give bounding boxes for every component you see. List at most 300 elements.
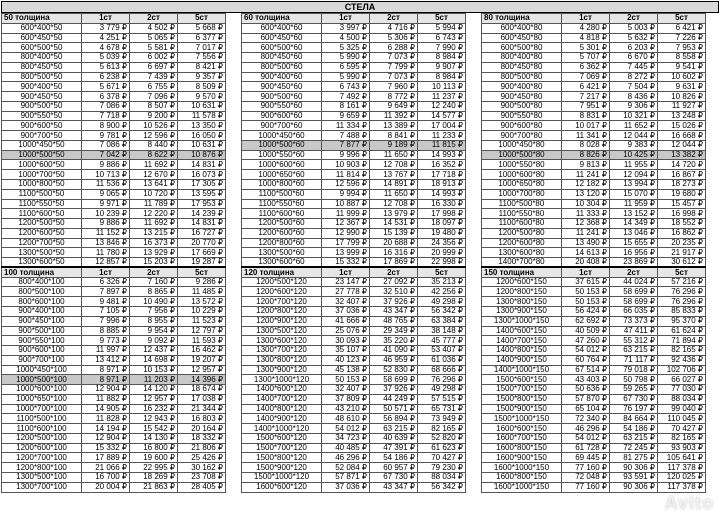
price-cell: 9 907 ₽: [418, 62, 466, 72]
price-cell: 57 216 ₽: [658, 277, 706, 287]
size-cell: 1200*600*80: [482, 238, 562, 248]
price-cell: 52 830 ₽: [370, 365, 418, 375]
price-cell: 4 818 ₽: [562, 33, 610, 43]
size-cell: 900*550*80: [482, 111, 562, 121]
price-cell: 11 241 ₽: [562, 228, 610, 238]
table-row: [2, 453, 226, 463]
price-cell: 61 036 ₽: [418, 355, 466, 365]
size-cell: 900*700*80: [482, 131, 562, 141]
price-cell: 10 720 ₽: [130, 189, 178, 199]
price-cell: 19 480 ₽: [418, 228, 466, 238]
price-cell: 93 903 ₽: [658, 443, 706, 453]
table-row: [482, 33, 706, 43]
column-header-c2: 2ст: [610, 14, 658, 24]
price-cell: 5 990 ₽: [322, 53, 370, 63]
price-cell: 14 993 ₽: [418, 150, 466, 160]
size-cell: 1600*600*120: [242, 482, 322, 492]
price-cell: 15 542 ₽: [130, 424, 178, 434]
size-cell: 1400*800*120: [242, 404, 322, 414]
price-cell: 16 800 ₽: [130, 443, 178, 453]
price-cell: 7 877 ₽: [322, 140, 370, 150]
price-cell: 6 595 ₽: [322, 62, 370, 72]
table-row: [2, 365, 226, 375]
price-cell: 12 437 ₽: [130, 346, 178, 356]
price-cell: 54 012 ₽: [562, 433, 610, 443]
price-cell: 11 392 ₽: [370, 111, 418, 121]
section-header-row: [482, 267, 706, 277]
table-row: [482, 160, 706, 170]
price-cell: 10 631 ₽: [178, 140, 226, 150]
price-cell: 25 426 ₽: [178, 453, 226, 463]
price-cell: 43 210 ₽: [322, 404, 370, 414]
price-cell: 61 728 ₽: [562, 443, 610, 453]
price-cell: 15 139 ₽: [370, 228, 418, 238]
section-header-row: [2, 14, 226, 24]
table-row: [242, 199, 466, 209]
column-header-c3: 5ст: [418, 267, 466, 277]
price-block-1: [1, 13, 226, 493]
size-cell: 1100*550*60: [242, 199, 322, 209]
size-cell: 1000*650*100: [2, 394, 82, 404]
price-cell: 5 671 ₽: [82, 82, 130, 92]
price-cell: 11 241 ₽: [562, 170, 610, 180]
price-cell: 10 239 ₽: [82, 209, 130, 219]
table-row: [2, 121, 226, 131]
table-row: [242, 180, 466, 190]
price-cell: 14 577 ₽: [418, 111, 466, 121]
price-cell: 19 600 ₽: [130, 453, 178, 463]
price-cell: 13 979 ₽: [370, 209, 418, 219]
price-cell: 29 349 ₽: [370, 326, 418, 336]
price-cell: 16 700 ₽: [82, 472, 130, 482]
price-cell: 7 951 ₽: [562, 101, 610, 111]
price-cell: 15 203 ₽: [130, 258, 178, 268]
price-cell: 79 018 ₽: [610, 365, 658, 375]
price-cell: 16 803 ₽: [178, 414, 226, 424]
table-row: [242, 297, 466, 307]
price-cell: 11 203 ₽: [130, 375, 178, 385]
price-cell: 6 362 ₽: [562, 62, 610, 72]
table-row: [242, 433, 466, 443]
price-cell: 102 706 ₽: [658, 365, 706, 375]
size-cell: 1200*700*120: [242, 297, 322, 307]
table-row: [2, 472, 226, 482]
price-cell: 76 296 ₽: [658, 287, 706, 297]
price-cell: 10 153 ₽: [130, 365, 178, 375]
table-row: [2, 82, 226, 92]
price-cell: 77 160 ₽: [562, 482, 610, 492]
size-cell: 1000*450*80: [482, 140, 562, 150]
price-cell: 14 349 ₽: [610, 219, 658, 229]
size-cell: 1600*800*150: [482, 472, 562, 482]
price-cell: 8 971 ₽: [82, 365, 130, 375]
price-cell: 35 220 ₽: [370, 336, 418, 346]
table-row: [2, 43, 226, 53]
table-row: [242, 53, 466, 63]
table-row: [482, 482, 706, 492]
table-row: [242, 306, 466, 316]
size-cell: 1400*900*150: [482, 355, 562, 365]
price-cell: 50 153 ₽: [562, 297, 610, 307]
price-cell: 6 288 ₽: [370, 43, 418, 53]
price-cell: 13 248 ₽: [658, 111, 706, 121]
table-row: [2, 326, 226, 336]
table-row: [242, 111, 466, 121]
table-row: [242, 219, 466, 229]
table-row: [242, 92, 466, 102]
price-cell: 44 249 ₽: [370, 394, 418, 404]
size-cell: 800*500*100: [2, 287, 82, 297]
table-row: [242, 140, 466, 150]
price-cell: 43 347 ₽: [370, 306, 418, 316]
size-cell: 1000*450*60: [242, 131, 322, 141]
price-cell: 63 384 ₽: [418, 316, 466, 326]
price-cell: 9 773 ₽: [82, 336, 130, 346]
price-cell: 16 316 ₽: [370, 248, 418, 258]
price-cell: 47 411 ₽: [610, 326, 658, 336]
price-cell: 17 718 ₽: [418, 170, 466, 180]
table-row: [482, 92, 706, 102]
price-cell: 32 407 ₽: [322, 297, 370, 307]
size-cell: 1500*800*120: [242, 453, 322, 463]
price-cell: 7 445 ₽: [610, 62, 658, 72]
price-cell: 23 708 ₽: [178, 472, 226, 482]
price-cell: 10 826 ₽: [658, 92, 706, 102]
price-cell: 71 117 ₽: [610, 355, 658, 365]
price-cell: 82 165 ₽: [658, 346, 706, 356]
price-cell: 5 306 ₽: [370, 33, 418, 43]
price-cell: 8 622 ₽: [130, 150, 178, 160]
price-cell: 14 698 ₽: [130, 355, 178, 365]
size-cell: 1600*900*150: [482, 453, 562, 463]
size-cell: 900*450*100: [2, 316, 82, 326]
price-cell: 15 332 ₽: [322, 258, 370, 268]
price-cell: 11 152 ₽: [82, 228, 130, 238]
price-cell: 45 777 ₽: [418, 336, 466, 346]
price-cell: 70 427 ₽: [418, 453, 466, 463]
table-row: [482, 82, 706, 92]
price-cell: 5 325 ₽: [322, 43, 370, 53]
size-cell: 800*400*100: [2, 277, 82, 287]
price-cell: 17 998 ₽: [418, 209, 466, 219]
size-cell: 800*500*80: [482, 72, 562, 82]
table-row: [242, 316, 466, 326]
column-header-c2: 2ст: [130, 267, 178, 277]
price-cell: 14 531 ₽: [370, 219, 418, 229]
price-cell: 6 743 ₽: [322, 82, 370, 92]
price-cell: 9 886 ₽: [82, 219, 130, 229]
price-cell: 13 846 ₽: [82, 238, 130, 248]
size-cell: 800*500*60: [242, 62, 322, 72]
size-cell: 1200*500*120: [242, 277, 322, 287]
price-cell: 76 197 ₽: [610, 404, 658, 414]
price-cell: 5 613 ₽: [82, 62, 130, 72]
table-row: [242, 394, 466, 404]
price-cell: 9 994 ₽: [322, 189, 370, 199]
size-cell: 1100*600*50: [2, 209, 82, 219]
price-cell: 13 595 ₽: [178, 189, 226, 199]
price-cell: 55 312 ₽: [610, 336, 658, 346]
size-cell: 900*700*60: [242, 121, 322, 131]
price-cell: 8 161 ₽: [322, 101, 370, 111]
price-cell: 9 659 ₽: [322, 111, 370, 121]
column-header-c1: 1ст: [82, 267, 130, 277]
size-cell: 900*450*60: [242, 82, 322, 92]
size-cell: 1000*550*60: [242, 150, 322, 160]
price-cell: 30 093 ₽: [322, 336, 370, 346]
table-row: [242, 424, 466, 434]
price-cell: 5 994 ₽: [418, 23, 466, 33]
price-cell: 40 485 ₽: [322, 443, 370, 453]
size-cell: 1600*1000*150: [482, 482, 562, 492]
price-cell: 10 631 ₽: [178, 101, 226, 111]
price-cell: 7 160 ₽: [130, 277, 178, 287]
price-cell: 9 541 ₽: [658, 62, 706, 72]
table-row: [242, 336, 466, 346]
price-cell: 9 996 ₽: [322, 150, 370, 160]
price-cell: 14 891 ₽: [370, 180, 418, 190]
size-cell: 1100*600*60: [242, 209, 322, 219]
section-label: 50 толщина: [2, 14, 82, 24]
size-cell: 1000*550*80: [482, 160, 562, 170]
price-cell: 90 306 ₽: [610, 463, 658, 473]
price-cell: 18 674 ₽: [178, 385, 226, 395]
size-cell: 1000*500*60: [242, 140, 322, 150]
price-cell: 14 831 ₽: [178, 160, 226, 170]
price-cell: 6 421 ₽: [562, 82, 610, 92]
price-cell: 14 130 ₽: [130, 433, 178, 443]
column-header-c3: 5ст: [178, 14, 226, 24]
price-cell: 90 306 ₽: [610, 482, 658, 492]
size-cell: 1000*450*100: [2, 365, 82, 375]
size-cell: 1300*500*60: [242, 248, 322, 258]
table-row: [482, 297, 706, 307]
size-cell: 600*500*80: [482, 43, 562, 53]
price-cell: 12 182 ₽: [562, 180, 610, 190]
table-row: [2, 53, 226, 63]
price-cell: 10 903 ₽: [322, 160, 370, 170]
table-row: [242, 72, 466, 82]
price-cell: 17 038 ₽: [178, 394, 226, 404]
price-cell: 57 870 ₽: [562, 394, 610, 404]
table-row: [242, 160, 466, 170]
table-row: [482, 375, 706, 385]
price-cell: 95 370 ₽: [658, 316, 706, 326]
price-cell: 32 510 ₽: [370, 287, 418, 297]
table-row: [482, 306, 706, 316]
price-cell: 20 235 ₽: [658, 238, 706, 248]
price-cell: 10 304 ₽: [562, 199, 610, 209]
table-row: [2, 258, 226, 268]
price-cell: 16 352 ₽: [418, 160, 466, 170]
size-cell: 1100*500*50: [2, 189, 82, 199]
size-cell: 1200*700*50: [2, 238, 82, 248]
price-cell: 6 670 ₽: [610, 53, 658, 63]
price-cell: 77 030 ₽: [658, 385, 706, 395]
table-row: [482, 346, 706, 356]
size-cell: 1300*600*120: [242, 336, 322, 346]
size-cell: 800*400*50: [2, 53, 82, 63]
price-cell: 73 949 ₽: [418, 414, 466, 424]
table-row: [2, 433, 226, 443]
table-row: [2, 189, 226, 199]
price-cell: 49 298 ₽: [418, 385, 466, 395]
section-label: 150 толщина: [482, 267, 562, 277]
price-cell: 40 509 ₽: [562, 326, 610, 336]
table-row: [482, 140, 706, 150]
price-cell: 7 996 ₽: [82, 316, 130, 326]
price-cell: 12 670 ₽: [130, 170, 178, 180]
size-cell: 1000*800*50: [2, 180, 82, 190]
price-cell: 3 779 ₽: [82, 23, 130, 33]
size-cell: 1600*1000*150: [482, 463, 562, 473]
price-cell: 14 120 ₽: [130, 385, 178, 395]
price-cell: 11 334 ₽: [322, 121, 370, 131]
price-cell: 13 490 ₽: [562, 238, 610, 248]
price-cell: 7 897 ₽: [82, 287, 130, 297]
price-cell: 7 956 ₽: [130, 306, 178, 316]
size-cell: 900*500*100: [2, 326, 82, 336]
price-cell: 58 699 ₽: [370, 375, 418, 385]
size-cell: 600*500*60: [242, 43, 322, 53]
price-cell: 62 692 ₽: [562, 316, 610, 326]
table-row: [2, 23, 226, 33]
size-cell: 1200*500*50: [2, 219, 82, 229]
size-cell: 900*400*80: [482, 82, 562, 92]
size-cell: 600*400*50: [2, 23, 82, 33]
size-cell: 1300*900*120: [242, 365, 322, 375]
price-cell: 66 027 ₽: [658, 375, 706, 385]
price-cell: 40 639 ₽: [370, 433, 418, 443]
size-cell: 1600*600*150: [482, 424, 562, 434]
size-cell: 800*450*50: [2, 62, 82, 72]
price-cell: 76 296 ₽: [658, 297, 706, 307]
size-cell: 1500*800*150: [482, 394, 562, 404]
price-cell: 15 457 ₽: [658, 199, 706, 209]
price-cell: 20 408 ₽: [562, 258, 610, 268]
price-cell: 27 778 ₽: [322, 287, 370, 297]
price-cell: 11 789 ₽: [130, 199, 178, 209]
column-header-c1: 1ст: [322, 14, 370, 24]
table-row: [482, 394, 706, 404]
price-cell: 8 826 ₽: [562, 150, 610, 160]
price-cell: 18 273 ₽: [658, 180, 706, 190]
price-cell: 15 026 ₽: [658, 121, 706, 131]
table-row: [482, 228, 706, 238]
price-cell: 10 321 ₽: [610, 111, 658, 121]
price-cell: 12 857 ₽: [82, 258, 130, 268]
price-cell: 30 612 ₽: [658, 258, 706, 268]
price-cell: 16 862 ₽: [658, 228, 706, 238]
price-cell: 37 036 ₽: [322, 306, 370, 316]
price-cell: 50 571 ₽: [370, 404, 418, 414]
table-row: [482, 365, 706, 375]
price-cell: 12 044 ₽: [658, 140, 706, 150]
price-cell: 57 515 ₽: [418, 394, 466, 404]
size-cell: 1200*900*120: [242, 316, 322, 326]
price-cell: 12 596 ₽: [322, 180, 370, 190]
price-cell: 13 215 ₽: [130, 228, 178, 238]
price-cell: 43 403 ₽: [562, 375, 610, 385]
price-cell: 8 772 ₽: [370, 92, 418, 102]
price-cell: 40 123 ₽: [322, 355, 370, 365]
price-cell: 16 373 ₽: [130, 238, 178, 248]
price-cell: 7 086 ₽: [82, 140, 130, 150]
price-cell: 5 065 ₽: [130, 33, 178, 43]
price-cell: 10 526 ₽: [130, 121, 178, 131]
price-cell: 72 048 ₽: [562, 472, 610, 482]
table-row: [242, 33, 466, 43]
size-cell: 1100*500*60: [242, 189, 322, 199]
price-cell: 14 831 ₽: [178, 219, 226, 229]
price-cell: 10 887 ₽: [322, 199, 370, 209]
size-cell: 1200*800*150: [482, 287, 562, 297]
size-cell: 1400*600*150: [482, 326, 562, 336]
table-row: [2, 72, 226, 82]
price-cell: 18 097 ₽: [418, 219, 466, 229]
size-cell: 1000*700*80: [482, 189, 562, 199]
size-cell: 1300*600*50: [2, 258, 82, 268]
price-block-3: [481, 13, 706, 493]
table-row: [482, 101, 706, 111]
price-cell: 12 044 ₽: [610, 131, 658, 141]
table-row: [242, 365, 466, 375]
price-cell: 105 641 ₽: [658, 453, 706, 463]
table-row: [482, 180, 706, 190]
table-row: [482, 287, 706, 297]
price-cell: 59 265 ₽: [610, 385, 658, 395]
price-cell: 81 275 ₽: [610, 453, 658, 463]
price-cell: 9 954 ₽: [130, 326, 178, 336]
price-cell: 12 957 ₽: [130, 394, 178, 404]
price-cell: 117 378 ₽: [658, 463, 706, 473]
price-cell: 13 350 ₽: [178, 121, 226, 131]
price-cell: 46 296 ₽: [322, 453, 370, 463]
size-cell: 1000*450*50: [2, 140, 82, 150]
price-cell: 50 798 ₽: [610, 375, 658, 385]
price-cell: 38 148 ₽: [418, 326, 466, 336]
price-cell: 16 330 ₽: [418, 199, 466, 209]
price-cell: 12 943 ₽: [130, 414, 178, 424]
size-cell: 800*400*80: [482, 53, 562, 63]
sheet-title: СТЕЛА: [1, 1, 719, 13]
price-block-2: [241, 13, 466, 493]
table-row: [2, 111, 226, 121]
size-cell: 1500*900*150: [482, 404, 562, 414]
table-row: [482, 258, 706, 268]
price-cell: 50 153 ₽: [322, 375, 370, 385]
price-cell: 14 993 ₽: [418, 189, 466, 199]
price-cell: 4 500 ₽: [322, 33, 370, 43]
price-cell: 9 631 ₽: [658, 82, 706, 92]
size-cell: 1200*600*120: [242, 287, 322, 297]
size-cell: 1300*800*150: [482, 297, 562, 307]
table-row: [2, 209, 226, 219]
price-cell: 13 389 ₽: [370, 121, 418, 131]
price-cell: 13 641 ₽: [130, 180, 178, 190]
price-cell: 70 427 ₽: [658, 424, 706, 434]
table-row: [482, 219, 706, 229]
price-cell: 12 367 ₽: [322, 219, 370, 229]
table-row: [482, 385, 706, 395]
price-cell: 7 556 ₽: [178, 53, 226, 63]
size-cell: 900*400*60: [242, 72, 322, 82]
price-cell: 7 439 ₽: [130, 72, 178, 82]
price-cell: 24 356 ₽: [418, 238, 466, 248]
table-row: [2, 463, 226, 473]
price-cell: 63 215 ₽: [610, 433, 658, 443]
table-row: [482, 62, 706, 72]
